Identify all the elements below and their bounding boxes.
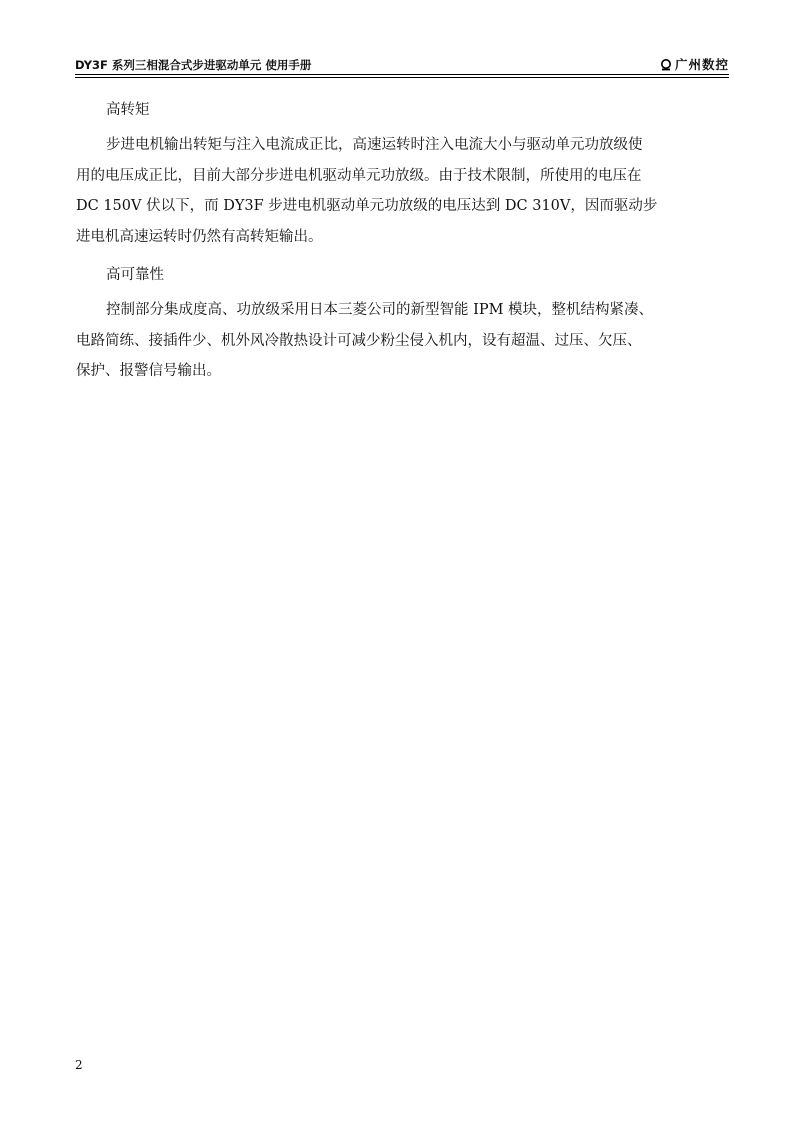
header-rule — [75, 74, 729, 75]
paragraph-line: DC 150V 伏以下，而 DY3F 步进电机驱动单元功放级的电压达到 DC 310V，因而驱动步 — [76, 198, 658, 214]
paragraph-high-reliability — [76, 295, 694, 387]
paragraph-line: 用的电压成正比，目前大部分步进电机驱动单元功放级。由于技术限制，所使用的电压在 — [76, 167, 642, 184]
paragraph-line: 保护、报警信号输出。 — [76, 363, 221, 379]
paragraph-line: 步进电机输出转矩与注入电流成正比，高速运转时注入电流大小与驱动单元功放级使 — [106, 137, 643, 153]
page-header — [75, 57, 729, 75]
section-heading-high-reliability: 高可靠性 — [106, 267, 164, 283]
company-logo — [660, 57, 729, 73]
paragraph-line: 电路简练、接插件少、机外风冷散热设计可减少粉尘侵入机内，设有超温、过压、欠压、 — [76, 332, 642, 349]
paragraph-high-torque — [76, 130, 694, 252]
manual-title: DY3F 系列三相混合式步进驱动单元 使用手册 — [75, 58, 312, 72]
section-heading-high-torque: 高转矩 — [106, 102, 150, 118]
page-number: 2 — [75, 1058, 83, 1072]
header-rule-thin — [75, 77, 729, 78]
gsk-logo-icon — [660, 59, 672, 71]
paragraph-line: 进电机高速运转时仍然有高转矩输出。 — [76, 228, 323, 245]
paragraph-line: 控制部分集成度高、功放级采用日本三菱公司的新型智能 IPM 模块，整机结构紧凑、 — [106, 302, 654, 318]
document-body — [76, 95, 694, 395]
logo-text: 广州数控 — [674, 57, 729, 72]
